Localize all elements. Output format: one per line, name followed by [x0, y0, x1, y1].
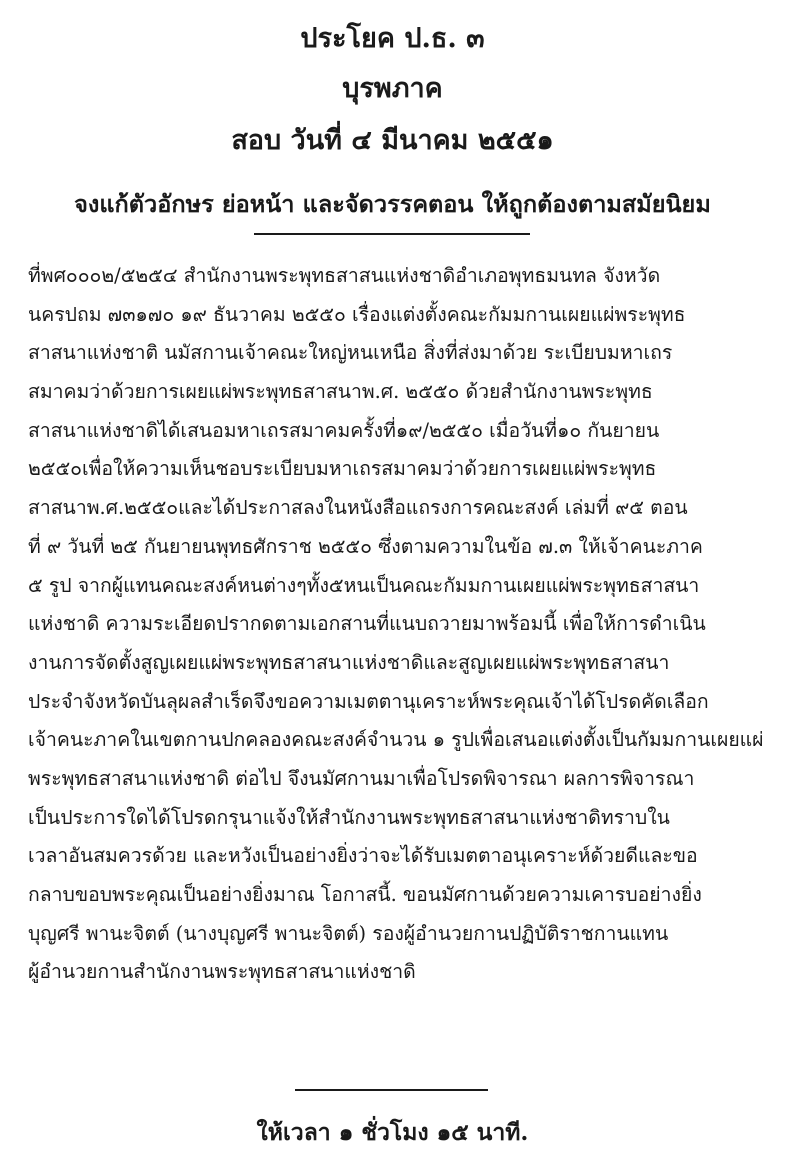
passage-line: นครปถม ๗๓๑๗๐ ๑๙ ธันวาคม ๒๕๕๐ เรื่องแต่งตั้งคณะกัมมกานเผยแผ่พระพุทธ: [28, 302, 686, 326]
passage-line: แห่งชาดิ ความระเอียดปรากดตามเอกสานที่แนบถวายมาพร้อมนี้ เพื่อให้การดำเนิน: [28, 612, 706, 636]
passage-line: ที่ ๙ วันที่ ๒๕ กันยายนพุทธศักราช ๒๕๕๐ ซึ่งตามความในข้อ ๗.๓ ให้เจ้าคนะภาค: [28, 534, 703, 558]
passage-line: สาสนาแห่งชาดิได้เสนอมหาเถรสมาคมครั้งที่๑๙/๒๕๕๐ เมื่อวันที่๑๐ กันยายน: [28, 418, 660, 442]
passage-line: ๒๕๕๐เพื่อให้ความเห็นชอบระเบียบมหาเถรสมาคมว่าด้วยการเผยแผ่พระพุทธ: [28, 457, 657, 481]
passage-line: ประจำจังหวัดบันลุผลสำเร็ดจึงขอความเมตตานุเคราะห์พระคุณเจ้าได้โปรดคัดเลือก: [28, 689, 709, 713]
exam-instruction: จงแก้ตัวอักษร ย่อหน้า และจัดวรรคตอน ให้ถูกต้องตามสมัยนิยม: [74, 190, 711, 218]
passage-line: เจ้าคนะภาคในเขตกานปกคลองคณะสงค์จำนวน ๑ รูปเพื่อเสนอแต่งตั้งเป็นกัมมกานเผยแผ่: [28, 728, 764, 752]
passage-line: เวลาอันสมควรด้วย และหวังเป็นอย่างยิ่งว่าจะได้รับเมตตาอนุเคราะห์ด้วยดีและขอ: [28, 844, 698, 868]
passage-line: สมาคมว่าด้วยการเผยแผ่พระพุทธสาสนาพ.ศ. ๒๕๕๐ ด้วยสำนักงานพระพุทธ: [28, 380, 653, 404]
passage-line: สาสนาแห่งชาติ นมัสกานเจ้าคณะใหญ่หนเหนือ สิ่งที่ส่งมาด้วย ระเบียบมหาเถร: [28, 341, 673, 365]
time-allowance: ให้เวลา ๑ ชั่วโมง ๑๕ นาที.: [256, 1119, 529, 1146]
passage-line: บุญศรี พานะจิตต์ (นางบุญศรี พานะจิตต์) รองผู้อำนวยกานปฏิบัติราชกานแทน: [28, 921, 669, 945]
exam-section: บุรพภาค: [342, 73, 443, 104]
exam-date: สอบ วันที่ ๔ มีนาคม ๒๕๕๑: [231, 125, 554, 156]
passage-line: งานการจัดตั้งสูญเผยแผ่พระพุทธสาสนาแห่งชาดิและสูญเผยแผ่พระพุทธสาสนา: [28, 650, 670, 674]
footer-divider: [295, 1089, 488, 1091]
passage-line: ที่พศ๐๐๐๒/๕๒๕๔ สำนักงานพระพุทธสาสนแห่งชาดิอำเภอพุทธมนทล จังหวัด: [28, 264, 661, 287]
passage-line: กลาบขอบพระคุณเป็นอย่างยิ่งมาณ โอกาสนี้. ขอนมัศกานด้วยความเคารบอย่างยิ่ง: [28, 883, 702, 906]
passage-text: [28, 257, 768, 992]
instruction-divider: [254, 233, 530, 235]
passage-line: ผู้อำนวยกานสำนักงานพระพุทธสาสนาแห่งชาดิ: [28, 960, 416, 984]
exam-title: ประโยค ป.ธ. ๓: [300, 23, 485, 54]
passage-line: เป็นประการใดได้โปรดกรุนาแจ้งให้สำนักงานพระพุทธสาสนาแห่งชาดิทราบใน: [28, 805, 670, 829]
passage-line: สาสนาพ.ศ.๒๕๕๐และได้ประกาสลงในหนังสือแถรงการคณะสงค์ เล่มที่ ๙๕ ตอน: [28, 496, 688, 520]
passage-line: ๕ รูป จากผู้แทนคณะสงค์หนต่างๆทั้ง๕หนเป็นคณะกัมมกานเผยแผ่พระพุทธสาสนา: [28, 573, 700, 597]
passage-line: พระพุทธสาสนาแห่งชาดิ ต่อไป จึงนมัศกานมาเพื่อโปรดพิจารณา ผลการพิจารณา: [28, 766, 695, 790]
